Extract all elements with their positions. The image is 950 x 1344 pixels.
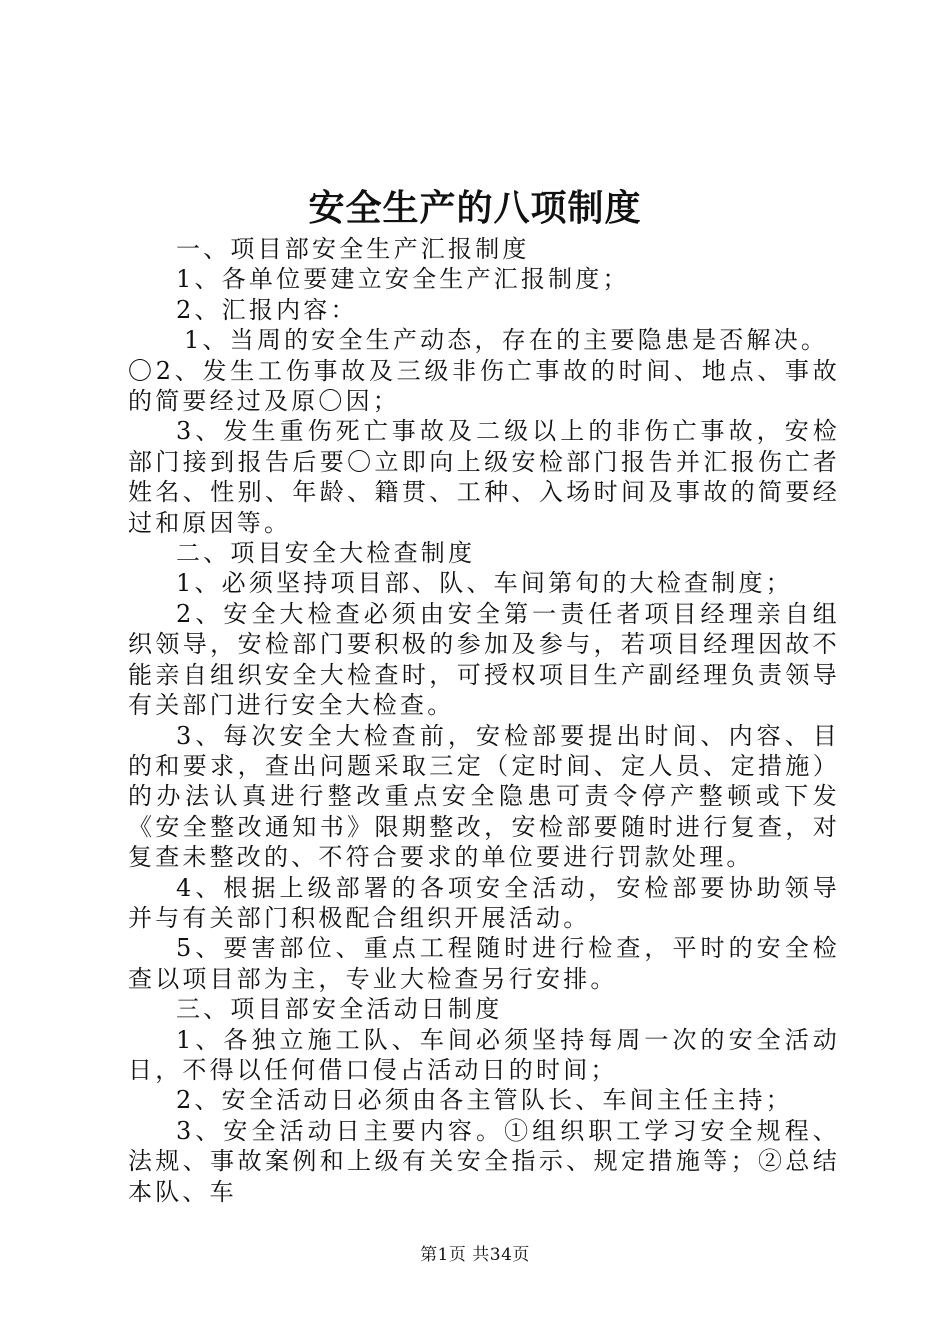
paragraph: 3、发生重伤死亡事故及二级以上的非伤亡事故，安检部门接到报告后要〇立即向上级安检部门报告并汇报伤亡者姓名、性别、年龄、籍贯、工种、入场时间及事故的简要经过和原因等。 [128, 417, 840, 537]
paragraph: 2、安全大检查必须由安全第一责任者项目经理亲自组织领导，安检部门要积极的参加及参与，若项目经理因故不能亲自组织安全大检查时，可授权项目生产副经理负责领导有关部门进行安全大检查。 [128, 599, 840, 720]
paragraph: 1、各独立施工队、车间必须坚持每周一次的安全活动日，不得以任何借口侵占活动日的时间； [128, 1025, 840, 1084]
section-heading-2: 二、项目安全大检查制度 [176, 539, 476, 568]
paragraph: 〇2、发生工伤事故及三级非伤亡事故的时间、地点、事故的简要经过及原〇因； [128, 356, 840, 416]
paragraph: 5、要害部位、重点工程随时进行检查，平时的安全检查以项目部为主，专业大检查另行安排。 [128, 934, 840, 993]
paragraph: 3、安全活动日主要内容。①组织职工学习安全规程、法规、事故案例和上级有关安全指示、规定措施等；②总结本队、车 [128, 1116, 840, 1206]
document-title: 安全生产的八项制度 [308, 187, 642, 229]
section-heading-3: 三、项目部安全活动日制度 [176, 995, 503, 1024]
paragraph: 3、每次安全大检查前，安检部要提出时间、内容、目的和要求，查出问题采取三定（定时间、定人员、定措施）的办法认真进行整改重点安全隐患可责令停产整顿或下发《安全整改通知书》限期整改，安检部要随时进行复查，对复查未整改的、不符合要求的单位要进行罚款处理。 [128, 721, 840, 872]
document-body [128, 234, 840, 1207]
section-heading-1: 一、项目部安全生产汇报制度 [176, 235, 530, 263]
paragraph: 4、根据上级部署的各项安全活动，安检部要协助领导并与有关部门积极配合组织开展活动。 [128, 873, 840, 932]
paragraph: 1、当周的安全生产动态，存在的主要隐患是否解决。 [184, 326, 829, 355]
paragraph: 1、各单位要建立安全生产汇报制度； [176, 265, 630, 294]
paragraph: 2、汇报内容： [176, 295, 358, 324]
paragraph: 2、安全活动日必须由各主管队长、车间主任主持； [176, 1086, 793, 1115]
paragraph: 1、必须坚持项目部、队、车间第旬的大检查制度； [176, 569, 793, 598]
page-footer: 第1页 共34页 [420, 1245, 530, 1265]
